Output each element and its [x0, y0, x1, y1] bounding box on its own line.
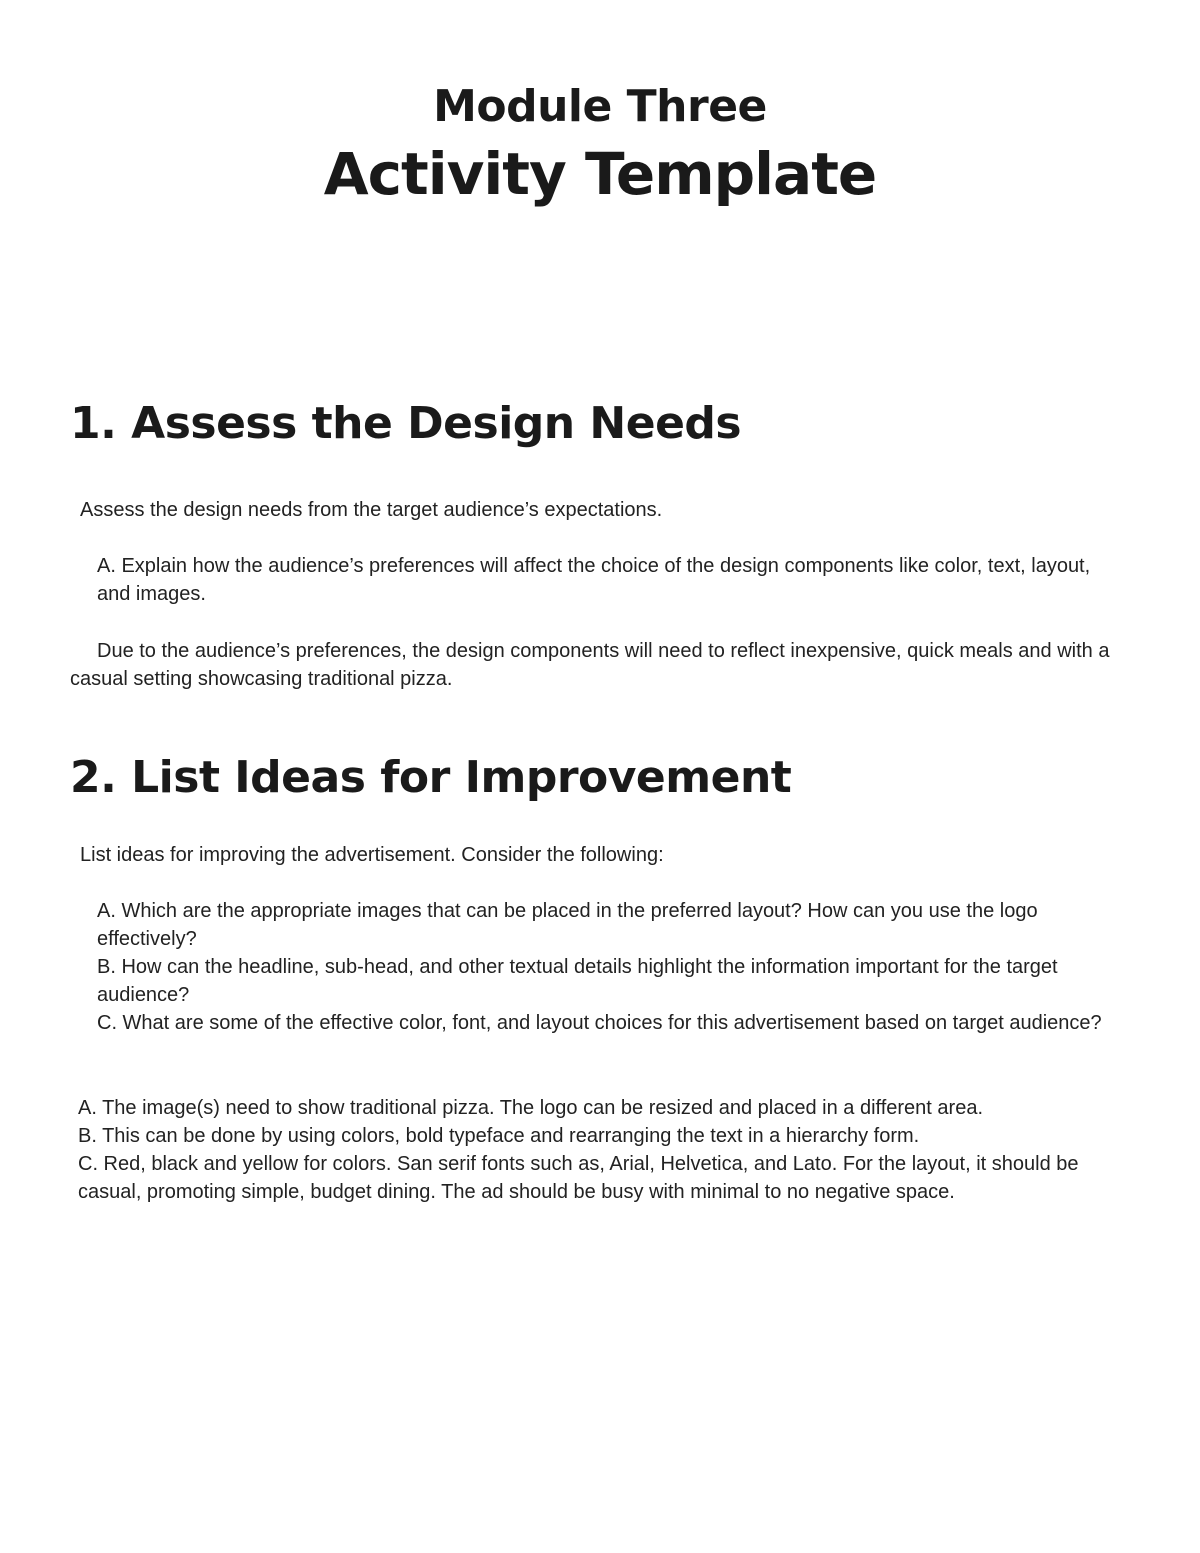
section2-question-a: A. Which are the appropriate images that can be placed in the preferred layout? How can you use the logo effectively? — [97, 900, 1038, 950]
section2-question-list — [97, 897, 1127, 1037]
section1-question-list — [97, 552, 1127, 608]
section1-intro: Assess the design needs from the target audience’s expectations. — [80, 499, 663, 521]
section1-heading: 1. Assess the Design Needs — [70, 398, 742, 449]
title-module: Module Three — [433, 81, 767, 132]
section2-question-c: C. What are some of the effective color, font, and layout choices for this advertisement based on target audience? — [97, 1012, 1102, 1034]
section2-answer-c: C. Red, black and yellow for colors. San serif fonts such as, Arial, Helvetica, and Lato. For the layout, it should be casual, promoting simple, budget dining. The ad should be busy with minimal to no negative space. — [78, 1153, 1079, 1203]
section2-question-b: B. How can the headline, sub-head, and other textual details highlight the information important for the target audience? — [97, 956, 1058, 1006]
section2-answer-b: B. This can be done by using colors, bold typeface and rearranging the text in a hierarchy form. — [78, 1125, 920, 1147]
section2-answer-list — [78, 1094, 1138, 1206]
section1-question-a: A. Explain how the audience’s preferences will affect the choice of the design components like color, text, layout, and images. — [97, 555, 1091, 605]
title-activity-template: Activity Template — [323, 140, 877, 208]
section2-heading: 2. List Ideas for Improvement — [70, 752, 792, 803]
section1-answer: Due to the audience’s preferences, the design components will need to reflect inexpensive, quick meals and with a casual setting showcasing traditional pizza. — [70, 640, 1110, 690]
section2-intro: List ideas for improving the advertisement. Consider the following: — [80, 844, 664, 866]
section2-answer-a: A. The image(s) need to show traditional pizza. The logo can be resized and placed in a different area. — [78, 1097, 983, 1119]
document-title — [0, 78, 1200, 212]
